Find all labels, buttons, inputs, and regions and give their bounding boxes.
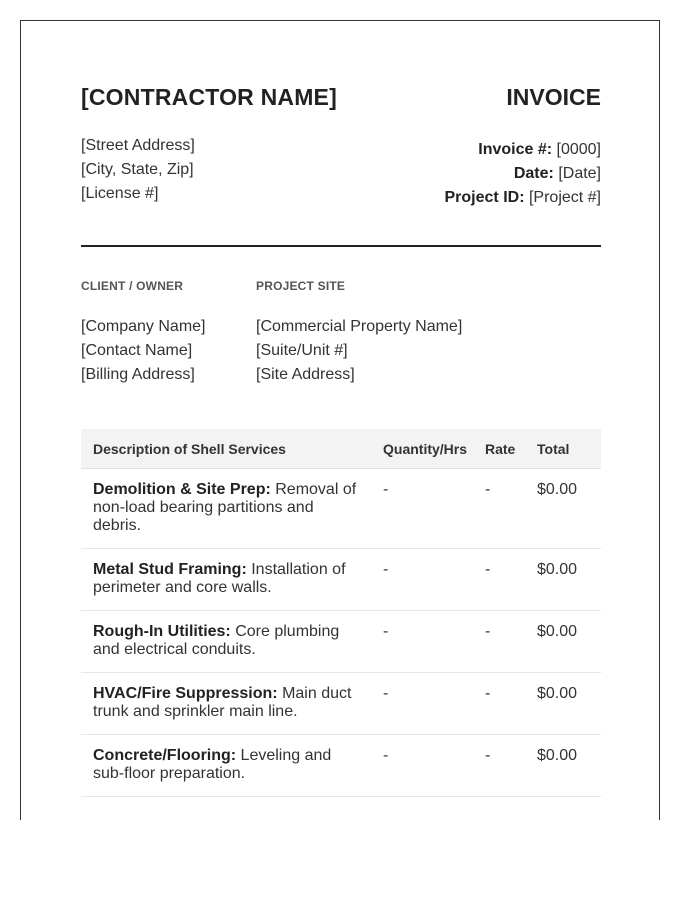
service-name: Demolition & Site Prep: [93,481,271,498]
service-name: Concrete/Flooring: [93,747,237,764]
row-total: $0.00 [525,469,601,549]
row-rate: - [473,549,525,611]
table-row [81,549,601,611]
service-detail: Leveling and sub-floor preparation. [93,747,332,782]
column-header-description: Description of Shell Services [81,429,371,469]
column-header-total: Total [525,429,601,469]
client-billing-address: [Billing Address] [81,366,195,383]
project-site-heading: PROJECT SITE [256,279,346,293]
invoice-number-row [445,138,602,162]
header-divider [81,245,601,247]
document-title: INVOICE [506,84,601,110]
row-rate: - [473,735,525,797]
row-description [81,611,371,673]
invoice-number-label: Invoice #: [478,141,553,158]
service-detail: Main duct trunk and sprinkler main line. [93,685,352,720]
contractor-license: [License #] [81,185,159,202]
invoice-number-value: [0000] [556,141,601,158]
row-quantity: - [371,673,473,735]
contractor-name: [CONTRACTOR NAME] [81,84,337,110]
project-site-lines [256,315,462,387]
client-owner-block [81,279,206,387]
table-header-row [81,429,601,469]
row-total: $0.00 [525,673,601,735]
table-row [81,673,601,735]
column-header-rate: Rate [473,429,525,469]
client-owner-lines [81,315,206,387]
table-row [81,469,601,549]
site-suite-unit: [Suite/Unit #] [256,342,348,359]
project-id-label: Project ID: [444,189,525,206]
client-company-name: [Company Name] [81,318,206,335]
row-rate: - [473,673,525,735]
table-row [81,611,601,673]
row-quantity: - [371,549,473,611]
invoice-meta [445,138,602,210]
contractor-street: [Street Address] [81,137,195,154]
site-address: [Site Address] [256,366,355,383]
service-name: HVAC/Fire Suppression: [93,685,278,702]
column-header-quantity: Quantity/Hrs [371,429,473,469]
invoice-date-label: Date: [513,165,554,182]
contractor-city-state-zip: [City, State, Zip] [81,161,194,178]
row-rate: - [473,469,525,549]
project-site-block [256,279,462,387]
row-total: $0.00 [525,549,601,611]
site-property-name: [Commercial Property Name] [256,318,463,335]
row-quantity: - [371,611,473,673]
service-detail: Removal of non-load bearing partitions and debris. [93,481,357,534]
row-quantity: - [371,469,473,549]
row-description [81,469,371,549]
row-quantity: - [371,735,473,797]
row-description [81,673,371,735]
service-detail: Installation of perimeter and core walls. [93,561,346,596]
row-total: $0.00 [525,735,601,797]
row-description [81,549,371,611]
service-name: Metal Stud Framing: [93,561,247,578]
table-row [81,735,601,797]
client-contact-name: [Contact Name] [81,342,193,359]
services-table [81,429,601,797]
project-id-value: [Project #] [528,189,601,206]
row-rate: - [473,611,525,673]
invoice-date-value: [Date] [558,165,601,182]
invoice-page [20,20,660,820]
service-name: Rough-In Utilities: [93,623,231,640]
project-id-row [445,186,602,210]
row-description [81,735,371,797]
contractor-address [81,134,195,206]
row-total: $0.00 [525,611,601,673]
service-detail: Core plumbing and electrical conduits. [93,623,340,658]
invoice-date-row [445,162,602,186]
client-owner-heading: CLIENT / OWNER [81,279,184,293]
